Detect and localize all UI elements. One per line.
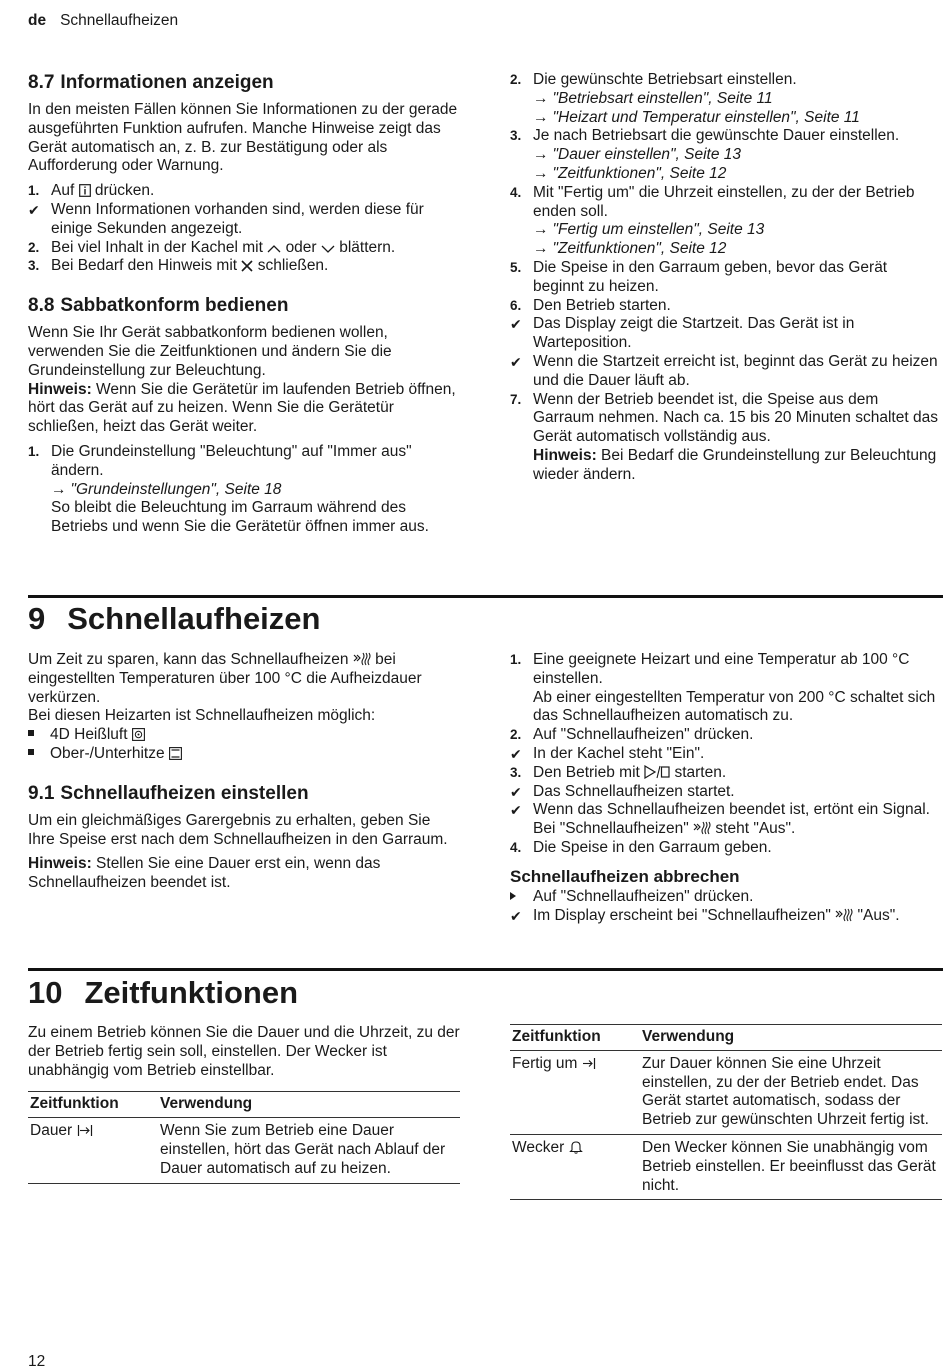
- result-item: ✔ Wenn das Schnellaufheizen beendet ist, ertönt ein Signal. Bei "Schnellaufheizen" steht "Aus".: [510, 801, 930, 838]
- result-item: ✔ Im Display erscheint bei "Schnellaufheizen" "Aus".: [510, 906, 900, 924]
- result-item: ✔ Das Schnellaufheizen startet.: [510, 782, 735, 800]
- table-cell: Den Wecker können Sie unabhängig vom Betrieb einstellen. Er beeinflusst das Gerät nicht.: [640, 1134, 942, 1199]
- table-header: Verwendung: [640, 1025, 942, 1051]
- chapter-heading-10: 10 Zeitfunktionen: [28, 975, 299, 1010]
- paragraph: Wenn Sie Ihr Gerät sabbatkonform bedienen wollen, verwenden Sie die Zeitfunktionen und ändern Sie die Grundeinstellung zur Beleuchtung.: [28, 324, 392, 379]
- chapter-9-left: [28, 651, 460, 893]
- table-cell: Zur Dauer können Sie eine Uhrzeit einstellen, zu der der Betrieb endet. Das Gerät startet automatisch, sodass der Betrieb zur gewünschten Uhrzeit fertig ist.: [640, 1050, 942, 1134]
- list-item: Ober-/Unterhitze: [28, 745, 460, 764]
- step-item: 1. Eine geeignete Heizart und eine Temperatur ab 100 °C einstellen. Ab einer eingestellten Temperatur von 200 °C schaltet sich das Schnellaufheizen automatisch zu.: [510, 651, 936, 725]
- step-item: 3. Je nach Betriebsart die gewünschte Dauer einstellen. → "Dauer einstellen", Seite 13 → "Zeitfunktionen", Seite 12: [510, 127, 900, 182]
- step-item: 2. Bei viel Inhalt in der Kachel mit oder blättern.: [28, 238, 396, 256]
- step-item: 4. Mit "Fertig um" die Uhrzeit einstellen, zu der der Betrieb enden soll. → "Fertig um einstellen", Seite 13 → "Zeitfunktionen", Seite 12: [510, 183, 915, 258]
- result-item: ✔ Wenn die Startzeit erreicht ist, beginnt das Gerät zu heizen und die Dauer läuft ab.: [510, 352, 938, 389]
- section-heading-9-1: 9.1 Schnellaufheizen einstellen: [28, 782, 309, 804]
- step-item: 2. Auf "Schnellaufheizen" drücken.: [510, 726, 754, 744]
- step-item: 1. Auf drücken.: [28, 182, 155, 200]
- action-item: Auf "Schnellaufheizen" drücken.: [510, 888, 945, 907]
- result-item: ✔ Wenn Informationen vorhanden sind, werden diese für einige Sekunden angezeigt.: [28, 200, 424, 237]
- table-row: [510, 1134, 942, 1199]
- time-function-table: [510, 1024, 942, 1200]
- rapid-heat-icon: [693, 821, 711, 835]
- cross-reference-link[interactable]: → "Dauer einstellen", Seite 13: [533, 146, 742, 164]
- step-item: 4. Die Speise in den Garraum geben.: [510, 838, 772, 856]
- cross-reference-link[interactable]: → "Zeitfunktionen", Seite 12: [533, 240, 727, 258]
- chevron-up-icon: [267, 244, 281, 254]
- top-bottom-heat-icon: [169, 747, 182, 760]
- info-icon: [79, 184, 91, 197]
- chapter-10-right: [510, 1024, 942, 1200]
- bell-icon: [569, 1140, 583, 1154]
- section-heading-8-7: 8.7 Informationen anzeigen: [28, 72, 274, 93]
- chapter-9-right: [510, 651, 945, 925]
- chapter-heading-9: 9 Schnellaufheizen: [28, 601, 321, 636]
- table-header: Verwendung: [158, 1092, 460, 1118]
- table-cell: Wecker: [510, 1134, 640, 1199]
- step-item: 5. Die Speise in den Garraum geben, bevor das Gerät beginnt zu heizen.: [510, 258, 888, 295]
- chevron-down-icon: [321, 244, 335, 254]
- cross-reference-link[interactable]: → "Betriebsart einstellen", Seite 11: [533, 89, 773, 107]
- step-item: 2. Die gewünschte Betriebsart einstellen. → "Betriebsart einstellen", Seite 11 → "Heizart und Temperatur einstellen", Seite 11: [510, 71, 860, 126]
- 4d-hot-air-icon: [132, 728, 145, 741]
- step-item: 7. Wenn der Betrieb beendet ist, die Speise aus dem Garraum nehmen. Nach ca. 15 bis 20 Minuten schaltet das Gerät automatisch vollständig aus.: [510, 390, 938, 446]
- close-icon: [241, 260, 253, 272]
- result-item: ✔ Das Display zeigt die Startzeit. Das Gerät ist in Warteposition.: [510, 315, 855, 352]
- cross-reference-link[interactable]: → "Fertig um einstellen", Seite 13: [533, 221, 765, 239]
- duration-icon: [77, 1124, 93, 1137]
- step-item: 3. Bei Bedarf den Hinweis mit schließen.: [28, 257, 329, 275]
- start-stop-icon: [644, 765, 670, 779]
- chapter-divider: [28, 595, 943, 598]
- language-code: de: [28, 12, 47, 29]
- note: Hinweis: Bei Bedarf die Grundeinstellung zur Beleuchtung wieder ändern.: [533, 446, 937, 483]
- result-item: ✔ In der Kachel steht "Ein".: [510, 744, 705, 762]
- table-row: [510, 1050, 942, 1134]
- page-header: [28, 12, 178, 31]
- section-heading-8-8: 8.8 Sabbatkonform bedienen: [28, 295, 289, 317]
- note: Hinweis: Wenn Sie die Gerätetür im laufenden Betrieb öffnen, hört das Gerät auf zu heizen. Wenn Sie die Gerätetür schließen, heizt das Gerät weiter.: [28, 380, 456, 436]
- table-header: Zeitfunktion: [510, 1025, 640, 1051]
- subheading-abort: Schnellaufheizen abbrechen: [510, 866, 740, 886]
- chapter-10-left: [28, 1024, 460, 1184]
- rapid-heat-icon: [835, 908, 853, 922]
- cross-reference-link[interactable]: → "Heizart und Temperatur einstellen", Seite 11: [533, 108, 860, 126]
- note: Hinweis: Stellen Sie eine Dauer erst ein, wenn das Schnellaufheizen beendet ist.: [28, 855, 381, 892]
- paragraph: Um Zeit zu sparen, kann das Schnellaufheizen bei eingestellten Temperaturen über 100 °C die Aufheizdauer verkürzen.: [28, 651, 422, 706]
- rapid-heat-icon: [353, 652, 371, 666]
- right-column-top: [510, 71, 942, 485]
- table-cell: Fertig um: [510, 1050, 640, 1134]
- time-function-table: [28, 1091, 460, 1183]
- paragraph: Zu einem Betrieb können Sie die Dauer und die Uhrzeit, zu der der Betrieb fertig sein soll, einstellen. Der Wecker ist unabhängig vom Betrieb einstellbar.: [28, 1024, 460, 1079]
- table-cell: Dauer: [28, 1118, 158, 1183]
- step-item: 1. Die Grundeinstellung "Beleuchtung" auf "Immer aus" ändern. → "Grundeinstellungen", Seite 18 So bleibt die Beleuchtung im Garraum während des Betriebs und wenn Sie die Gerätetür öffnen immer aus.: [28, 442, 429, 536]
- page-number: 12: [28, 1353, 46, 1370]
- chapter-divider: [28, 968, 943, 971]
- list-item: 4D Heißluft: [28, 726, 460, 745]
- step-item: 6. Den Betrieb starten.: [510, 296, 671, 314]
- step-item: 3. Den Betrieb mit starten.: [510, 763, 727, 781]
- paragraph: In den meisten Fällen können Sie Informationen zu der gerade ausgeführten Funktion aufrufen. Manche Hinweise zeigt das Gerät automatisch an, z. B. zur Bestätigung oder als Aufforderung oder Warnung.: [28, 101, 458, 175]
- table-cell: Wenn Sie zum Betrieb eine Dauer einstellen, hört das Gerät nach Ablauf der Dauer automatisch auf zu heizen.: [158, 1118, 460, 1183]
- paragraph: Um ein gleichmäßiges Garergebnis zu erhalten, geben Sie Ihre Speise erst nach dem Schnellaufheizen in den Garraum.: [28, 811, 448, 848]
- paragraph: Bei diesen Heizarten ist Schnellaufheizen möglich:: [28, 707, 376, 725]
- left-column-top: [28, 71, 460, 537]
- cross-reference-link[interactable]: → "Grundeinstellungen", Seite 18: [51, 480, 282, 498]
- header-title: Schnellaufheizen: [60, 12, 179, 29]
- table-row: [28, 1118, 460, 1183]
- table-header: Zeitfunktion: [28, 1092, 158, 1118]
- end-time-icon: [582, 1057, 596, 1070]
- cross-reference-link[interactable]: → "Zeitfunktionen", Seite 12: [533, 164, 727, 182]
